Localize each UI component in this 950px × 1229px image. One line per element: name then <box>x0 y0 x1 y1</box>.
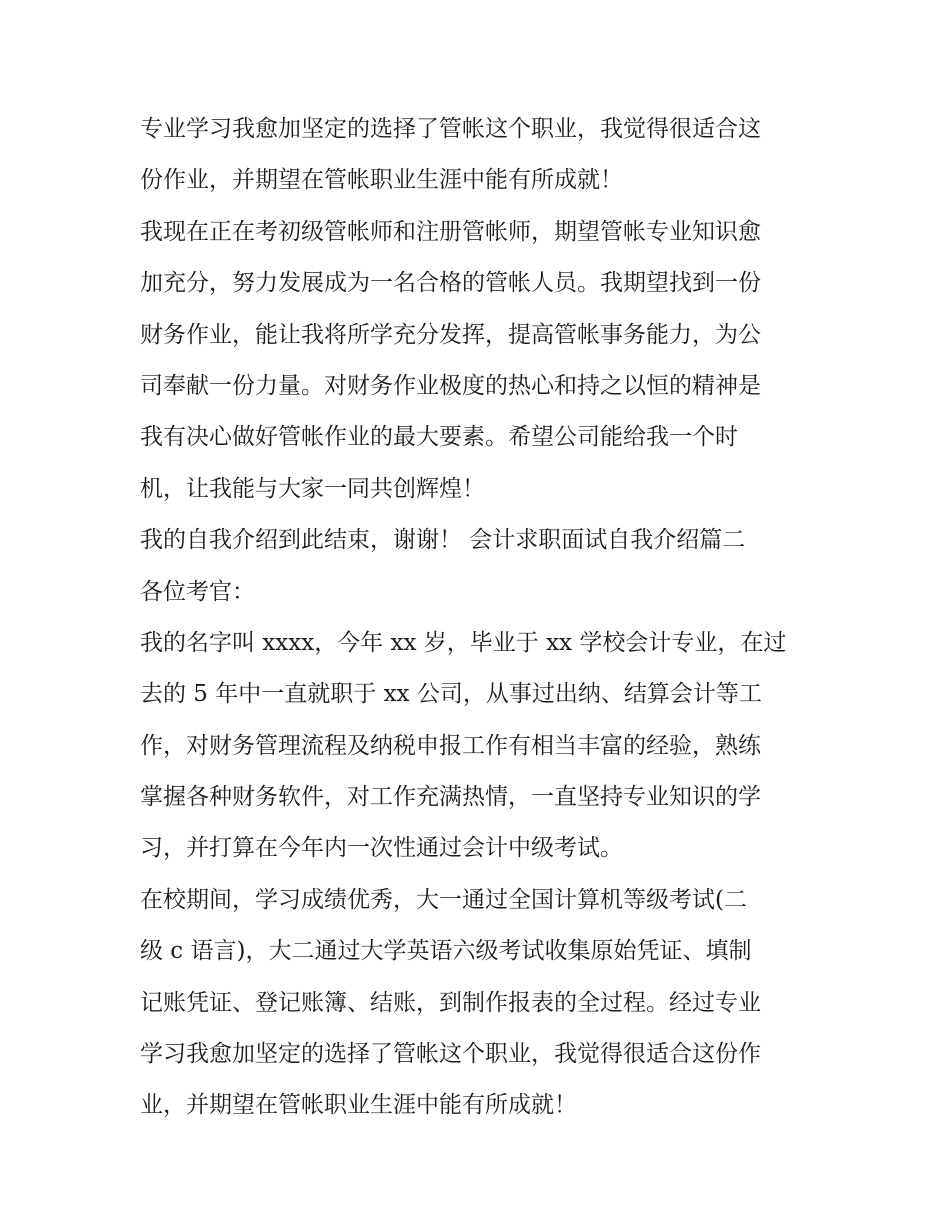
text-line: 财务作业，能让我将所学充分发挥，提高管帐事务能力，为公 <box>140 321 761 348</box>
text-line: 机，让我能与大家一同共创辉煌！ <box>140 475 485 502</box>
text-line: 各位考官： <box>140 578 255 605</box>
text-line: 习，并打算在今年内一次性通过会计中级考试。 <box>140 835 623 862</box>
text-line: 掌握各种财务软件，对工作充满热情，一直坚持专业知识的学 <box>140 784 761 811</box>
text-line: 我现在正在考初级管帐师和注册管帐师，期望管帐专业知识愈 <box>140 218 761 245</box>
text-line: 司奉献一份力量。对财务作业极度的热心和持之以恒的精神是 <box>140 372 761 399</box>
text-line: 级 c 语言)，大二通过大学英语六级考试收集原始凭证、填制 <box>140 938 752 965</box>
text-line: 我的名字叫 xxxx，今年 xx 岁，毕业于 xx 学校会计专业，在过 <box>140 629 787 656</box>
text-line: 我有决心做好管帐作业的最大要素。希望公司能给我一个时 <box>140 424 738 451</box>
text-line: 份作业，并期望在管帐职业生涯中能有所成就！ <box>140 167 623 194</box>
text-line: 加充分，努力发展成为一名合格的管帐人员。我期望找到一份 <box>140 270 761 297</box>
document-body <box>140 104 820 1132</box>
text-line: 我的自我介绍到此结束，谢谢！ 会计求职面试自我介绍篇二 <box>140 527 746 554</box>
text-line: 学习我愈加坚定的选择了管帐这个职业，我觉得很适合这份作 <box>140 1041 761 1068</box>
text-line: 作，对财务管理流程及纳税申报工作有相当丰富的经验，熟练 <box>140 732 761 759</box>
text-line: 专业学习我愈加坚定的选择了管帐这个职业，我觉得很适合这 <box>140 116 761 142</box>
text-line: 记账凭证、登记账簿、结账，到制作报表的全过程。经过专业 <box>140 989 761 1016</box>
text-line: 在校期间，学习成绩优秀，大一通过全国计算机等级考试(二 <box>140 886 747 913</box>
text-line: 去的 5 年中一直就职于 xx 公司，从事过出纳、结算会计等工 <box>140 681 762 708</box>
text-line: 业，并期望在管帐职业生涯中能有所成就！ <box>140 1092 577 1119</box>
